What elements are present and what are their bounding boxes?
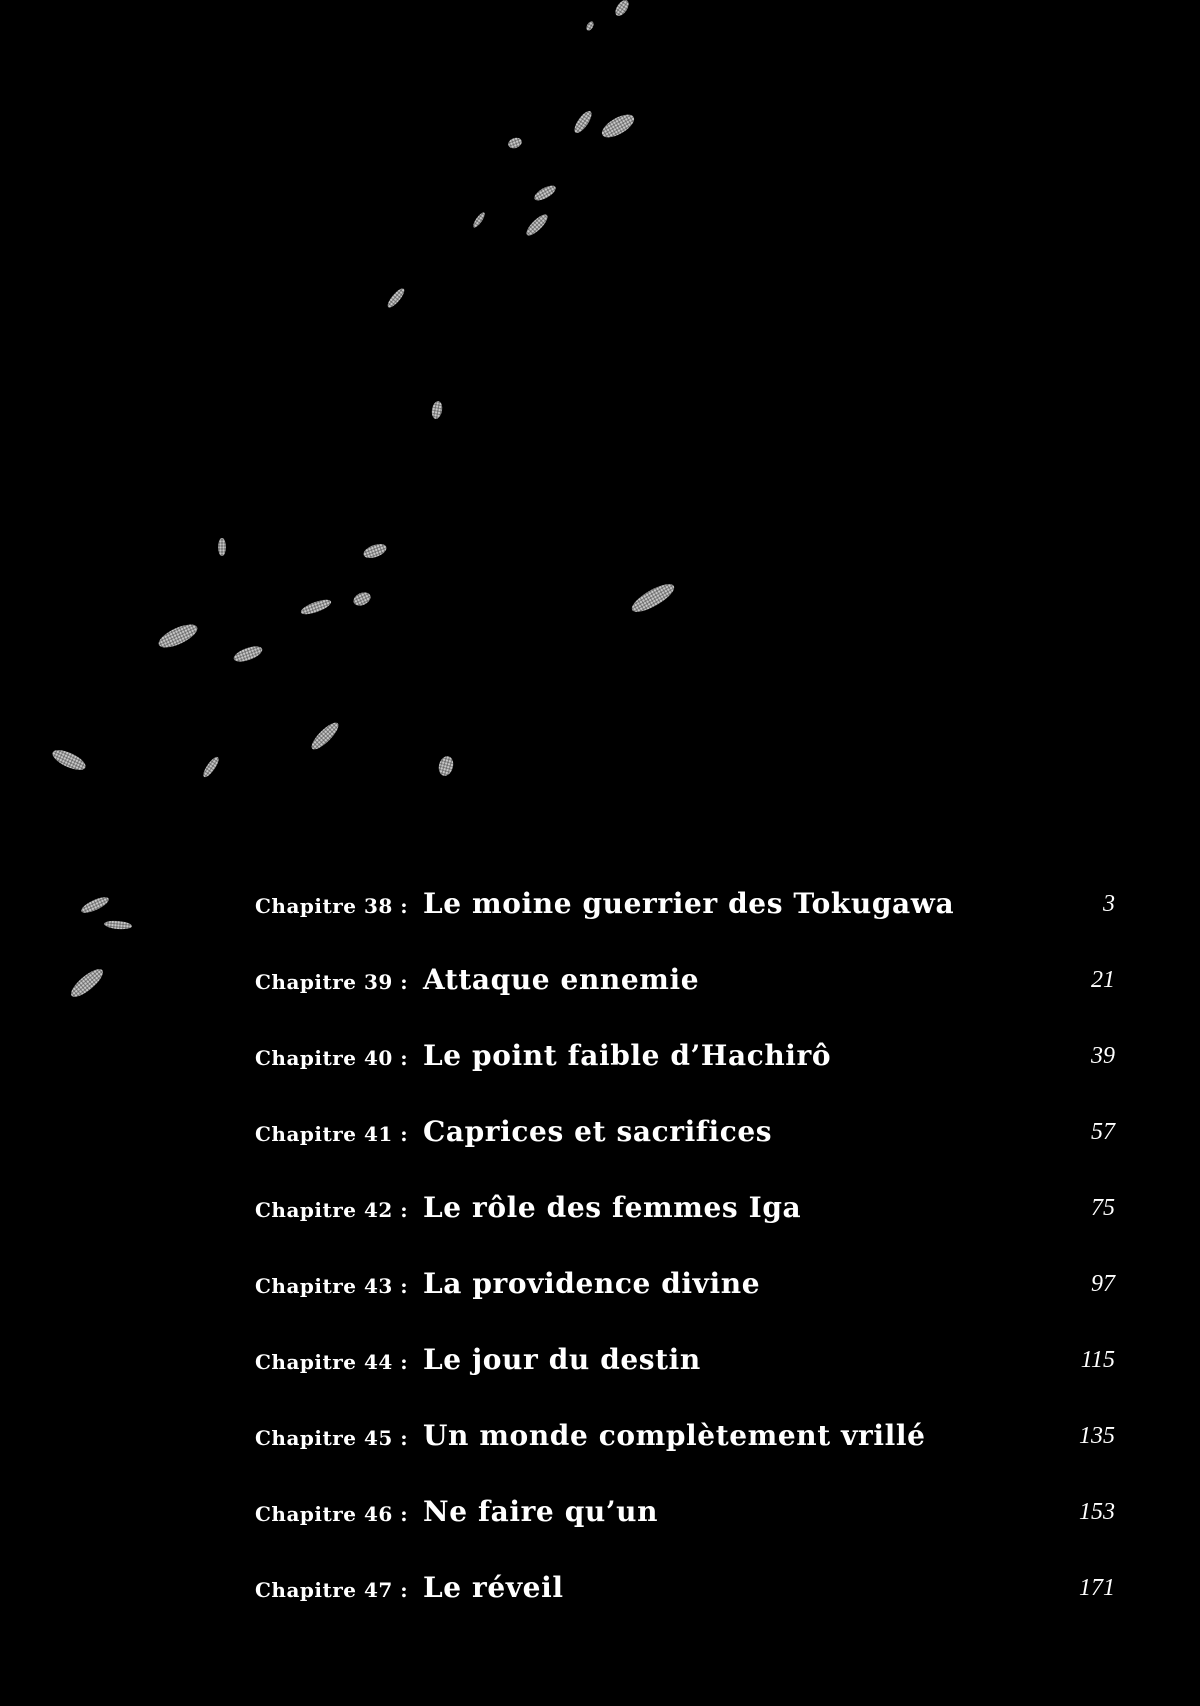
- chapter-page-number: 3: [1103, 891, 1115, 917]
- chapter-title: Ne faire qu’un: [423, 1495, 659, 1528]
- chapter-page-number: 39: [1091, 1043, 1115, 1069]
- chapter-label: Chapitre 42 :: [255, 1198, 409, 1222]
- toc-entry-40: [255, 1034, 1115, 1074]
- toc-entry-41: [255, 1110, 1115, 1150]
- chapter-page-number: 75: [1091, 1195, 1115, 1221]
- chapter-title: Le point faible d’Hachirô: [423, 1039, 832, 1072]
- toc-entry-43: [255, 1262, 1115, 1302]
- chapter-title: Le réveil: [423, 1571, 564, 1604]
- chapter-label: Chapitre 45 :: [255, 1426, 409, 1450]
- chapter-label: Chapitre 38 :: [255, 894, 409, 918]
- chapter-title: Attaque ennemie: [423, 963, 700, 996]
- chapter-title: La providence divine: [423, 1267, 761, 1300]
- toc-entry-46: [255, 1490, 1115, 1530]
- chapter-label: Chapitre 46 :: [255, 1502, 409, 1526]
- chapter-label: Chapitre 41 :: [255, 1122, 409, 1146]
- toc-entry-39: [255, 958, 1115, 998]
- toc-entry-42: [255, 1186, 1115, 1226]
- chapter-page-number: 57: [1091, 1119, 1115, 1145]
- chapter-page-number: 153: [1079, 1499, 1115, 1525]
- chapter-title: Un monde complètement vrillé: [423, 1419, 926, 1452]
- chapter-page-number: 171: [1079, 1575, 1115, 1601]
- chapter-label: Chapitre 43 :: [255, 1274, 409, 1298]
- toc-entry-47: [255, 1566, 1115, 1606]
- chapter-title: Caprices et sacrifices: [423, 1115, 773, 1148]
- chapter-page-number: 135: [1079, 1423, 1115, 1449]
- chapter-page-number: 115: [1080, 1347, 1115, 1373]
- chapter-label: Chapitre 47 :: [255, 1578, 409, 1602]
- toc-entry-38: [255, 882, 1115, 922]
- chapter-label: Chapitre 44 :: [255, 1350, 409, 1374]
- chapter-page-number: 97: [1091, 1271, 1115, 1297]
- chapter-label: Chapitre 39 :: [255, 970, 409, 994]
- chapter-title: Le rôle des femmes Iga: [423, 1191, 802, 1224]
- chapter-title: Le jour du destin: [423, 1343, 701, 1376]
- toc-entry-44: [255, 1338, 1115, 1378]
- chapter-page-number: 21: [1091, 967, 1115, 993]
- chapter-label: Chapitre 40 :: [255, 1046, 409, 1070]
- toc-entry-45: [255, 1414, 1115, 1454]
- chapter-title: Le moine guerrier des Tokugawa: [423, 887, 955, 920]
